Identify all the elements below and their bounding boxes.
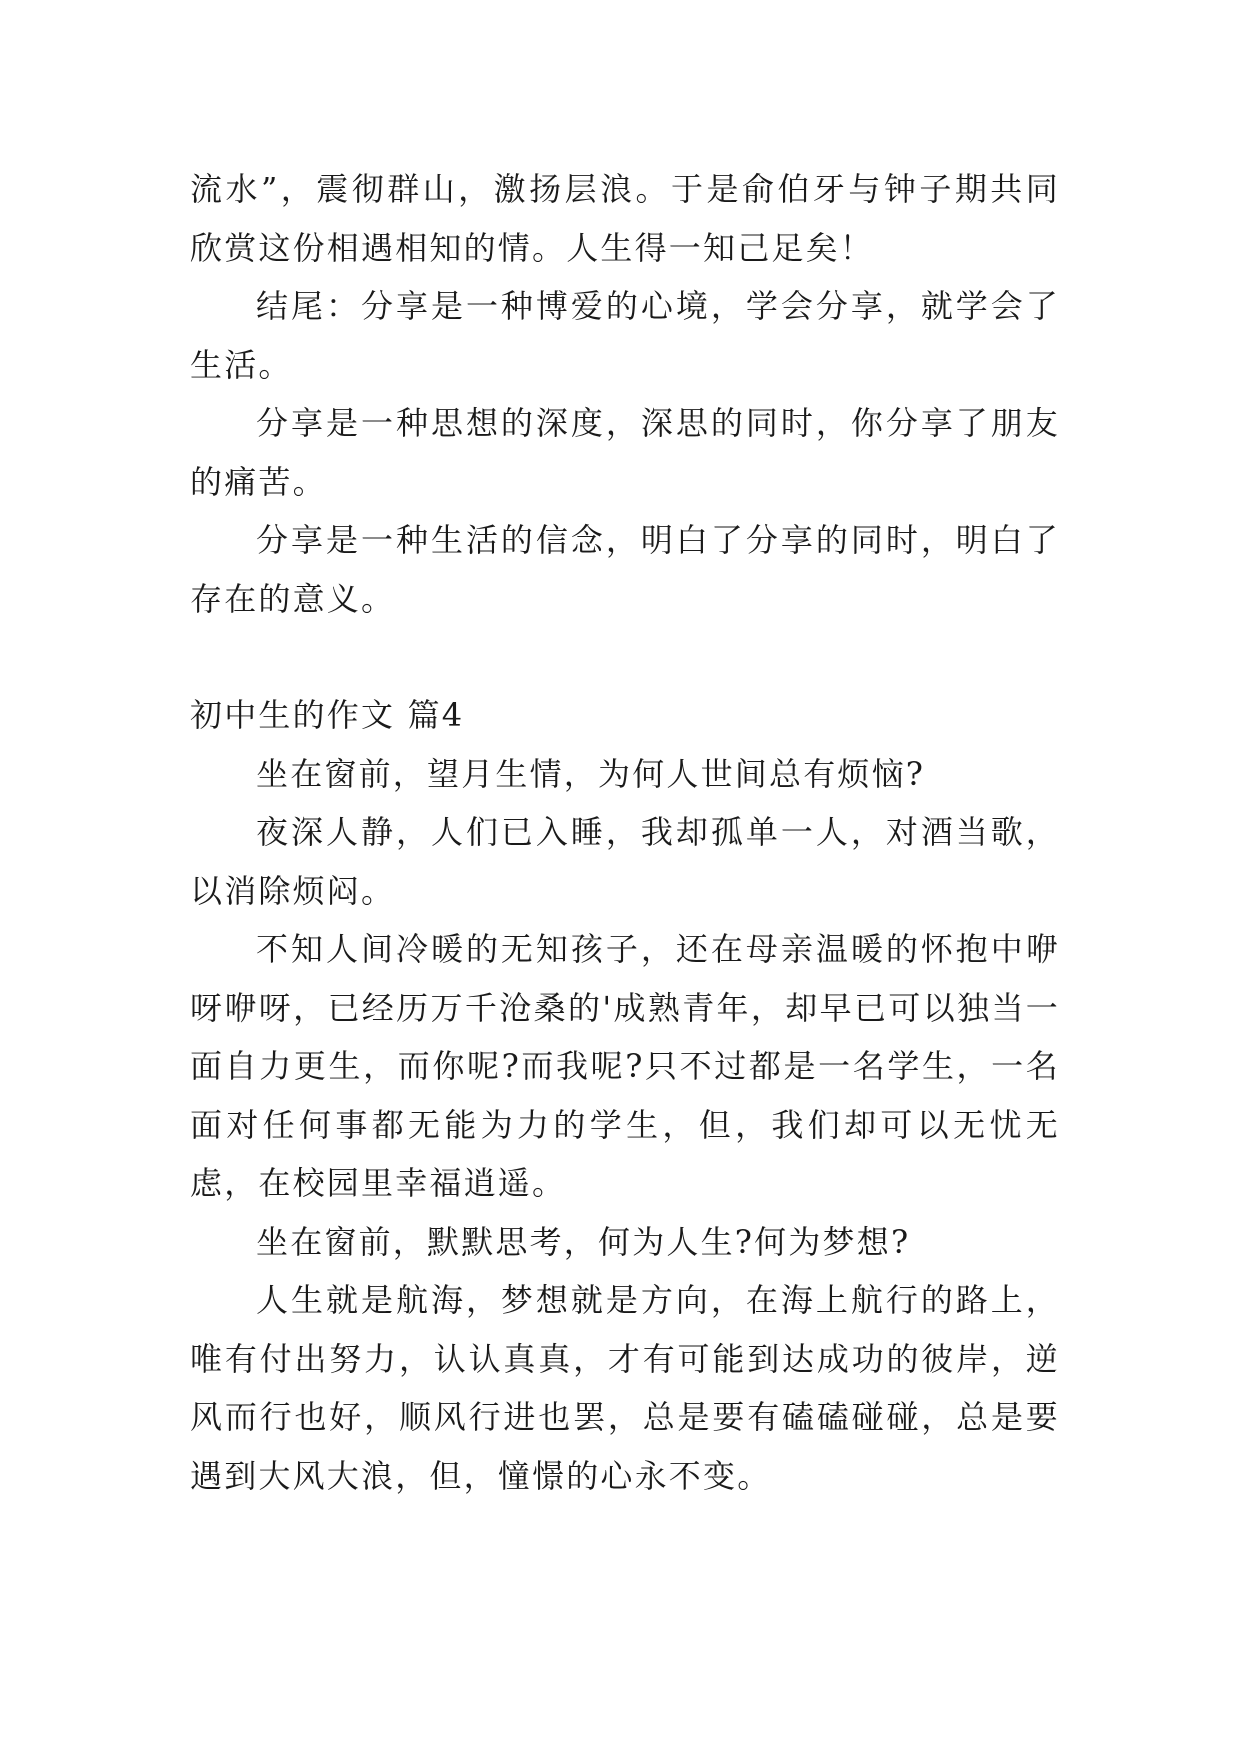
paragraph: 人生就是航海，梦想就是方向，在海上航行的路上，唯有付出努力，认认真真，才有可能到达成功的彼岸，逆风而行也好，顺风行进也罢，总是要有磕磕碰碰，总是要遇到大风大浪，但，憧憬的心永不变。 bbox=[190, 1281, 1060, 1495]
paragraph: 不知人间冷暖的无知孩子，还在母亲温暖的怀抱中咿呀咿呀，已经历万千沧桑的'成熟青年，却早已可以独当一面自力更生，而你呢?而我呢?只不过都是一名学生，一名面对任何事都无能为力的学生，但，我们却可以无忧无虑，在校园里幸福逍遥。 bbox=[190, 930, 1060, 1202]
paragraph: 分享是一种思想的深度，深思的同时，你分享了朋友的痛苦。 bbox=[190, 404, 1060, 501]
paragraph: 坐在窗前，默默思考，何为人生?何为梦想? bbox=[256, 1222, 911, 1261]
section-heading: 初中生的作文 篇4 bbox=[190, 696, 465, 734]
paragraph: 夜深人静，人们已入睡，我却孤单一人，对酒当歌，以消除烦闷。 bbox=[190, 813, 1060, 910]
paragraph: 分享是一种生活的信念，明白了分享的同时，明白了存在的意义。 bbox=[190, 521, 1060, 618]
paragraph-continuation: 流水”，震彻群山，激扬层浪。于是俞伯牙与钟子期共同欣赏这份相遇相知的情。人生得一知己足矣！ bbox=[190, 170, 1060, 267]
document-body bbox=[190, 160, 1060, 1505]
paragraph: 坐在窗前，望月生情，为何人世间总有烦恼? bbox=[256, 754, 926, 793]
paragraph-conclusion: 结尾：分享是一种博爱的心境，学会分享，就学会了生活。 bbox=[190, 287, 1060, 384]
